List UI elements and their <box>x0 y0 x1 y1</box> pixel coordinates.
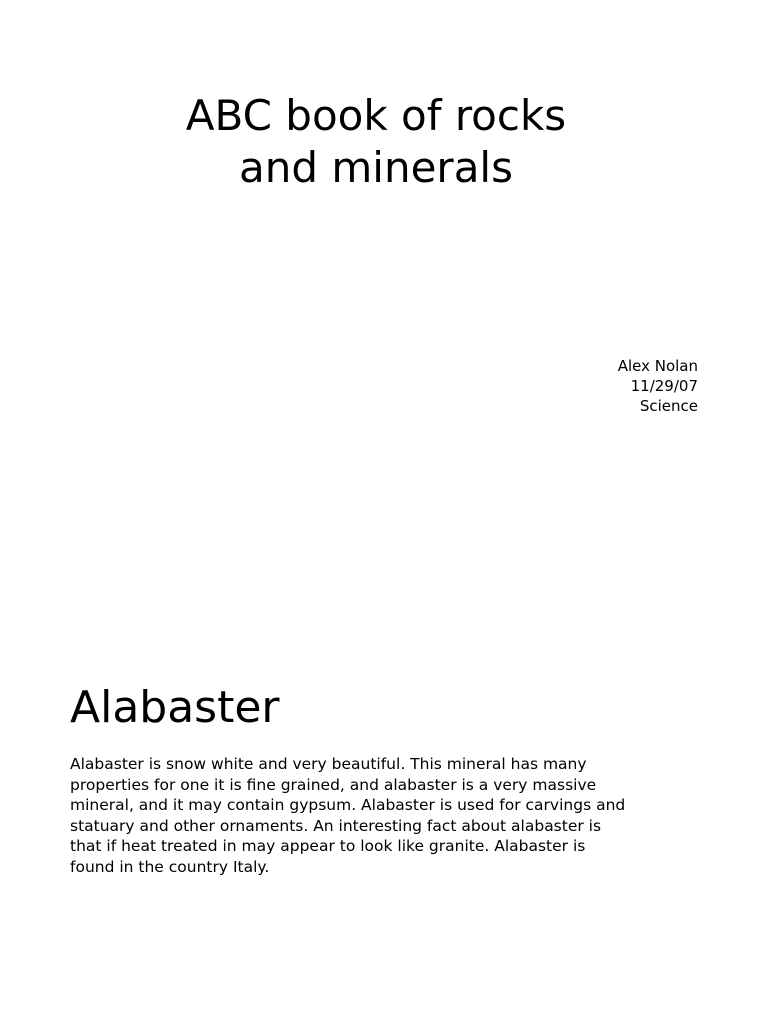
section-body-line: that if heat treated in may appear to look like granite. Alabaster is <box>70 837 586 856</box>
section-body-line: statuary and other ornaments. An interesting fact about alabaster is <box>70 816 602 835</box>
section-body-line: properties for one it is fine grained, and alabaster is a very massive <box>70 775 597 794</box>
section-heading: Alabaster <box>70 682 280 733</box>
document-date: 11/29/07 <box>630 377 698 395</box>
section-body <box>70 754 710 878</box>
section-body-line: found in the country Italy. <box>70 857 270 876</box>
author-name: Alex Nolan <box>617 357 698 375</box>
section-body-line: mineral, and it may contain gypsum. Alabaster is used for carvings and <box>70 796 626 815</box>
document-title-line-2: and minerals <box>239 143 513 192</box>
section-body-line: Alabaster is snow white and very beautiful. This mineral has many <box>70 755 587 773</box>
document-title-line-1: ABC book of rocks <box>185 91 567 140</box>
author-info <box>618 356 698 416</box>
subject-name: Science <box>639 397 698 415</box>
document-title <box>0 90 752 194</box>
